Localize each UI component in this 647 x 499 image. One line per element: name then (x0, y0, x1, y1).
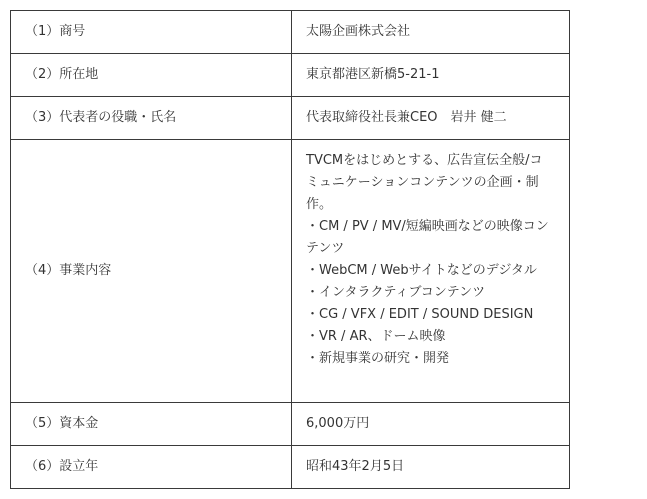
business-line-spacer (306, 370, 559, 392)
row-value-business (292, 140, 570, 403)
business-line: TVCMをはじめとする、広告宣伝全般/コ (306, 153, 543, 168)
row-label-business: （4）事業内容 (11, 140, 292, 403)
row-value-founded: 昭和43年2月5日 (292, 446, 570, 489)
row-value-representative: 代表取締役社長兼CEO 岩井 健二 (292, 97, 570, 140)
business-line: ・WebCM / Webサイトなどのデジタル (306, 263, 537, 278)
business-line: 作。 (306, 197, 333, 212)
business-description (306, 150, 559, 392)
table-row (11, 11, 570, 54)
row-value-address: 東京都港区新橋5-21-1 (292, 54, 570, 97)
row-label-address: （2）所在地 (11, 54, 292, 97)
row-value-capital: 6,000万円 (292, 403, 570, 446)
table-row (11, 140, 570, 403)
business-line: ・CM / PV / MV/短編映画などの映像コン (306, 219, 549, 234)
table-row (11, 446, 570, 489)
table-row (11, 403, 570, 446)
business-line: ・インタラクティブコンテンツ (306, 285, 486, 300)
business-line: ・新規事業の研究・開発 (306, 351, 450, 366)
table-row (11, 97, 570, 140)
business-line: ミュニケーションコンテンツの企画・制 (306, 175, 539, 190)
row-label-company-name: （1）商号 (11, 11, 292, 54)
row-label-founded: （6）設立年 (11, 446, 292, 489)
row-label-capital: （5）資本金 (11, 403, 292, 446)
company-info-table (10, 10, 570, 489)
table-row (11, 54, 570, 97)
business-line: ・CG / VFX / EDIT / SOUND DESIGN (306, 307, 534, 322)
row-label-representative: （3）代表者の役職・氏名 (11, 97, 292, 140)
business-line: テンツ (306, 241, 345, 256)
business-line: ・VR / AR、ドーム映像 (306, 329, 446, 344)
row-value-company-name: 太陽企画株式会社 (292, 11, 570, 54)
